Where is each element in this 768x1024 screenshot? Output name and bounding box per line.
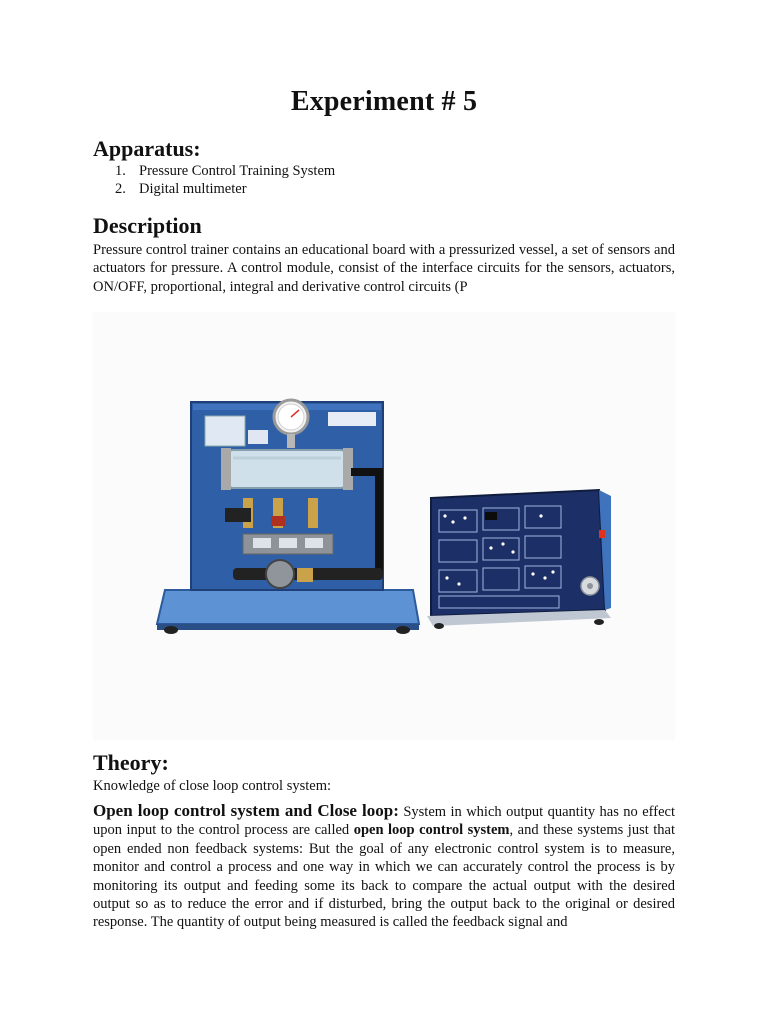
equipment-photo [93, 312, 675, 740]
list-item: 2. Digital multimeter [115, 181, 247, 197]
description-heading: Description [93, 213, 202, 238]
trainer-illustration [93, 312, 675, 740]
apparatus-list [115, 162, 335, 198]
description-text: Pressure control trainer contains an educational board with a pressurized vessel, a set of sensors and actuators for pressure. A control module, consist of the interface circuits for the sensors, actuators, ON/OFF, proportional, integral and derivative control circuits (P [93, 242, 675, 295]
page-title: Experiment # 5 [290, 86, 478, 117]
theory-heading: Theory: [93, 750, 169, 775]
open-loop-paragraph: Open loop control system and Close loop: System in which output quantity has no effect upon input to the control process are called open loop control system, and these systems just that open ended non feedback systems: But the goal of any electronic control system is to measure, monitor and control a process and one way in which we can accurately control the process is by monitoring its output and feeding some its back to compare the actual output with the desired output so as to reduce the error and if disturbed, bring the output back to the original or desired response. The quantity of output being measured is called the feedback signal and [93, 801, 675, 931]
open-loop-term: open loop control system [353, 822, 510, 839]
theory-intro: Knowledge of close loop control system: [93, 778, 331, 794]
apparatus-heading: Apparatus: [93, 136, 201, 161]
list-item: 1. Pressure Control Training System [115, 163, 336, 179]
open-loop-lead: Open loop control system and Close loop: [93, 801, 399, 820]
